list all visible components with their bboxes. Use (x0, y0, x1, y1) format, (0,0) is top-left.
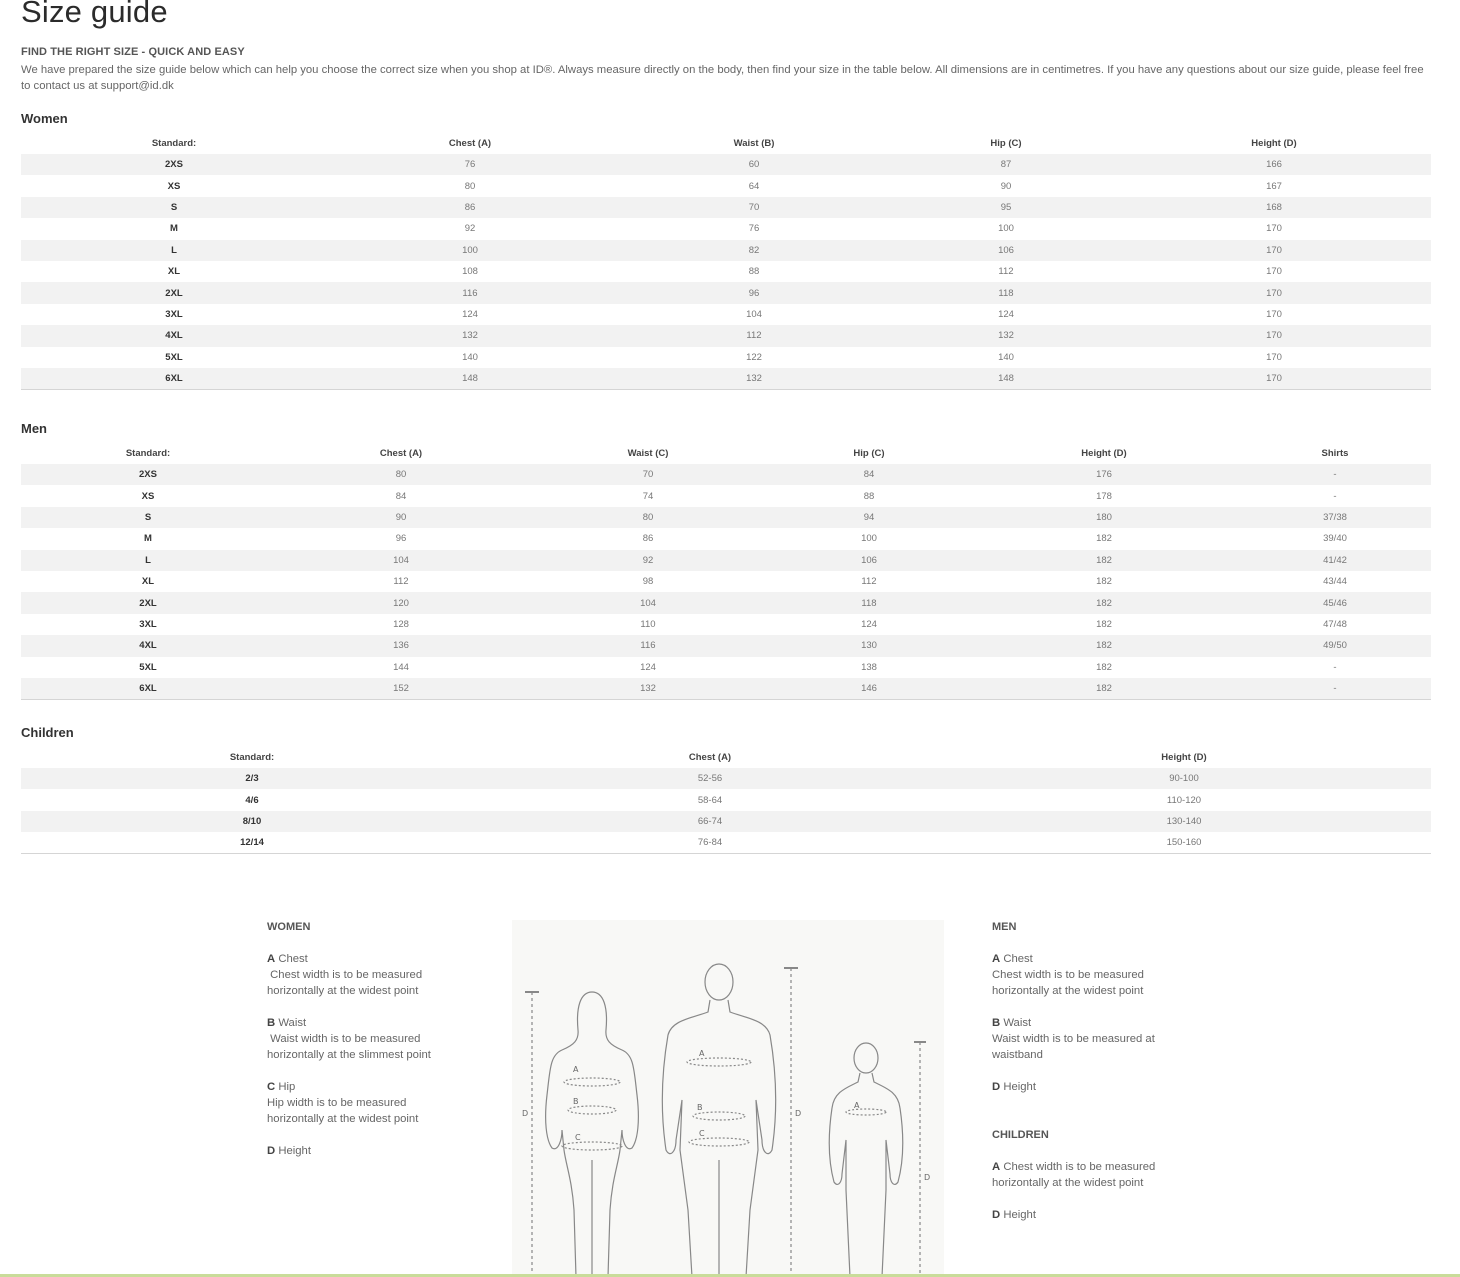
children-size-table (21, 746, 1431, 854)
intro-text: We have prepared the size guide below which can help you choose the correct size when you shop at ID®. Always measure directly on the body, then find your size in the table below. All dimensions are in centimetres. If you have any questions about our size guide, please feel free to contact us at support@id.dk (21, 64, 1424, 92)
table-cell: 130 (769, 635, 969, 656)
table-cell: 122 (746, 351, 762, 363)
measurement-name: Height (1003, 1209, 1036, 1221)
table-cell: 104 (275, 550, 527, 571)
table-cell: 47/48 (1323, 618, 1347, 630)
table-cell: 148 (327, 368, 613, 389)
table-cell: 116 (327, 282, 613, 303)
size-label-cell: S (21, 197, 327, 218)
measurement-description: Waist width is to be measured at waistband (992, 1033, 1158, 1061)
column-header: Standard: (151, 137, 197, 149)
table-row (21, 347, 1431, 368)
table-cell: 39/40 (1323, 533, 1347, 545)
table-cell: 116 (527, 635, 769, 656)
table-cell: 45/46 (1239, 592, 1431, 613)
figure-label-d: D (795, 1109, 802, 1118)
measurement-description: Chest width is to be measured horizontally at the widest point (992, 969, 1148, 997)
measurement-item (992, 1207, 1167, 1223)
table-cell: 100 (998, 223, 1014, 235)
table-cell: 176 (969, 464, 1239, 485)
size-label-cell: 12/14 (21, 832, 483, 853)
table-cell: 76 (327, 154, 613, 175)
table-cell: - (1239, 464, 1431, 485)
table-cell: 140 (462, 351, 478, 363)
size-label-cell: 6XL (21, 678, 275, 699)
table-row (21, 507, 1431, 528)
table-cell: 130-140 (937, 811, 1431, 832)
table-cell: 182 (1096, 661, 1112, 673)
measurement-description: Hip width is to be measured horizontally at the widest point (267, 1097, 419, 1125)
table-cell: 106 (895, 240, 1117, 261)
size-label-cell: 5XL (165, 351, 183, 363)
figure-label-a: A (573, 1065, 579, 1074)
table-cell: 64 (748, 180, 760, 192)
size-label-cell: 8/10 (21, 811, 483, 832)
table-row (21, 197, 1431, 218)
measurement-name: Chest (278, 953, 308, 965)
measurement-item (992, 1015, 1167, 1063)
size-label-cell: M (170, 223, 178, 235)
table-cell: 80 (464, 180, 476, 192)
measurement-description: Waist width is to be measured horizontally at the slimmest point (267, 1033, 431, 1061)
table-header-row (21, 746, 1431, 768)
table-cell: 100 (861, 533, 877, 545)
table-row (21, 175, 1431, 196)
table-cell: 124 (861, 618, 877, 630)
size-label-cell: 5XL (139, 661, 157, 673)
size-label-cell: 3XL (139, 618, 157, 630)
measurement-name: Waist (1003, 1017, 1032, 1029)
table-cell: 52-56 (483, 768, 937, 789)
column-header: Waist (C) (627, 447, 669, 459)
table-cell: 92 (464, 223, 476, 235)
table-cell: 70 (613, 197, 895, 218)
table-cell: 182 (969, 550, 1239, 571)
size-label-cell: 6XL (21, 368, 327, 389)
size-label-cell: XL (141, 576, 155, 588)
table-row (21, 528, 1431, 549)
column-header: Chest (A) (448, 137, 492, 149)
size-label-cell: 2XL (21, 592, 275, 613)
table-cell: 90 (1000, 180, 1012, 192)
figure-label-c: C (699, 1129, 705, 1138)
table-cell: 95 (895, 197, 1117, 218)
table-cell: 60 (613, 154, 895, 175)
table-cell: 124 (462, 308, 478, 320)
table-cell: 170 (1117, 368, 1431, 389)
table-cell: 90 (275, 507, 527, 528)
table-cell: 170 (1266, 351, 1282, 363)
table-row (21, 614, 1431, 635)
table-cell: 132 (527, 678, 769, 699)
measurement-item (267, 1079, 447, 1127)
table-row (21, 304, 1431, 325)
table-row (21, 768, 1431, 789)
table-cell: 182 (969, 635, 1239, 656)
table-row (21, 811, 1431, 832)
table-cell: 37/38 (1239, 507, 1431, 528)
size-label-cell: S (21, 507, 275, 528)
table-cell: 41/42 (1239, 550, 1431, 571)
table-cell: 170 (1117, 240, 1431, 261)
children-section-title: Children (21, 725, 74, 740)
column-header: Hip (C) (990, 137, 1022, 149)
table-cell: 104 (527, 592, 769, 613)
page-title: Size guide (21, 0, 168, 29)
table-cell: 166 (1117, 154, 1431, 175)
figure-label-b: B (697, 1103, 703, 1112)
column-header: Standard: (229, 751, 275, 763)
measurement-letter: D (992, 1081, 1001, 1093)
table-header-row (21, 442, 1431, 464)
table-row (21, 485, 1431, 506)
table-row (21, 464, 1431, 485)
table-cell: 180 (969, 507, 1239, 528)
table-cell: 108 (462, 266, 478, 278)
table-row (21, 261, 1431, 282)
table-row (21, 657, 1431, 678)
table-cell: 104 (746, 308, 762, 320)
table-row (21, 550, 1431, 571)
table-cell: 118 (769, 592, 969, 613)
table-cell: 136 (275, 635, 527, 656)
table-cell: 98 (642, 576, 654, 588)
men-size-table (21, 442, 1431, 700)
women-size-table (21, 132, 1431, 390)
column-header: Height (D) (1161, 751, 1207, 763)
child-figure-icon (829, 1042, 926, 1277)
measurement-item (992, 1159, 1167, 1191)
woman-figure-icon (525, 992, 638, 1277)
table-cell: 182 (969, 592, 1239, 613)
measurement-item (267, 1143, 447, 1159)
size-label-cell: L (21, 550, 275, 571)
men-measurement-guide (992, 919, 1167, 1111)
man-figure-icon (662, 964, 798, 1277)
table-cell: 152 (275, 678, 527, 699)
column-header: Height (D) (1081, 447, 1127, 459)
table-row (21, 218, 1431, 239)
table-row (21, 240, 1431, 261)
figure-label-c: C (575, 1133, 581, 1142)
table-cell: 86 (642, 533, 654, 545)
size-label-cell: 4XL (21, 635, 275, 656)
size-label-cell: M (144, 533, 152, 545)
table-cell: 87 (895, 154, 1117, 175)
table-cell: 138 (861, 661, 877, 673)
column-header: Chest (A) (688, 751, 732, 763)
table-cell: 170 (1117, 282, 1431, 303)
column-header: Shirts (1321, 447, 1349, 459)
table-cell: 148 (895, 368, 1117, 389)
table-row (21, 282, 1431, 303)
measurement-name: Waist (278, 1017, 307, 1029)
men-section-title: Men (21, 421, 47, 436)
measurement-name: Chest width is to be measured horizontally at the widest point (992, 1161, 1156, 1189)
size-label-cell: XS (167, 180, 181, 192)
table-cell: 144 (393, 661, 409, 673)
table-row (21, 571, 1431, 592)
column-header: Height (D) (1251, 137, 1297, 149)
size-label-cell: 4/6 (245, 794, 259, 806)
table-cell: 132 (895, 325, 1117, 346)
size-label-cell: 2/3 (21, 768, 483, 789)
table-cell: 80 (527, 507, 769, 528)
table-cell: 167 (1266, 180, 1282, 192)
table-cell: 88 (748, 266, 760, 278)
table-cell: 132 (613, 368, 895, 389)
size-label-cell: XL (167, 266, 181, 278)
table-row (21, 368, 1431, 389)
measurement-letter: A (992, 1161, 1001, 1173)
measurement-letter: C (267, 1081, 276, 1093)
figure-label-a: A (699, 1049, 705, 1058)
table-cell: 146 (769, 678, 969, 699)
table-row (21, 678, 1431, 699)
table-cell: 112 (613, 325, 895, 346)
size-label-cell: 4XL (21, 325, 327, 346)
measurement-name: Height (278, 1145, 311, 1157)
table-cell: 74 (642, 490, 654, 502)
table-cell: 88 (863, 490, 875, 502)
table-cell: 110-120 (1166, 794, 1202, 806)
table-cell: 182 (969, 678, 1239, 699)
measurement-item (267, 1015, 447, 1063)
table-cell: 43/44 (1323, 576, 1347, 588)
women-measure-heading: WOMEN (267, 921, 311, 933)
table-cell: 100 (327, 240, 613, 261)
size-label-cell: L (21, 240, 327, 261)
table-cell: 106 (769, 550, 969, 571)
size-label-cell: XS (141, 490, 155, 502)
table-row (21, 154, 1431, 175)
table-cell: 80 (275, 464, 527, 485)
table-cell: 128 (393, 618, 409, 630)
column-header: Hip (C) (853, 447, 885, 459)
table-cell: 150-160 (937, 832, 1431, 853)
measurement-letter: A (992, 953, 1001, 965)
table-cell: 76-84 (483, 832, 937, 853)
column-header: Waist (B) (733, 137, 775, 149)
men-measure-heading: MEN (992, 921, 1017, 933)
table-cell: 140 (998, 351, 1014, 363)
measurement-name: Chest (1003, 953, 1033, 965)
children-measurement-guide (992, 1127, 1167, 1239)
table-cell: 70 (527, 464, 769, 485)
size-label-cell: 3XL (165, 308, 183, 320)
intro-heading: FIND THE RIGHT SIZE - QUICK AND EASY (21, 46, 245, 58)
measurement-item (267, 951, 447, 999)
table-cell: 58-64 (697, 794, 723, 806)
table-cell: 96 (395, 533, 407, 545)
table-cell: 76 (748, 223, 760, 235)
measurement-letter: B (267, 1017, 276, 1029)
table-cell: 182 (1096, 618, 1112, 630)
figure-label-b: B (573, 1097, 579, 1106)
table-cell: 182 (1096, 576, 1112, 588)
measurement-letter: D (267, 1145, 276, 1157)
table-row (21, 789, 1431, 810)
table-row (21, 592, 1431, 613)
table-cell: 118 (895, 282, 1117, 303)
table-cell: 120 (275, 592, 527, 613)
table-cell: 90-100 (937, 768, 1431, 789)
table-cell: 170 (1266, 223, 1282, 235)
table-cell: 84 (769, 464, 969, 485)
women-measurement-guide (267, 919, 447, 1175)
table-cell: 49/50 (1239, 635, 1431, 656)
measurement-letter: A (267, 953, 276, 965)
measurement-letter: D (992, 1209, 1001, 1221)
table-cell: 96 (613, 282, 895, 303)
size-label-cell: 2XS (21, 154, 327, 175)
table-cell: 92 (527, 550, 769, 571)
table-cell: 170 (1117, 325, 1431, 346)
table-cell: - (1333, 490, 1337, 502)
table-cell: 124 (998, 308, 1014, 320)
column-header: Chest (A) (379, 447, 423, 459)
table-cell: - (1239, 678, 1431, 699)
body-measurement-illustration (512, 920, 944, 1277)
children-measure-heading: CHILDREN (992, 1129, 1049, 1141)
measurement-item (992, 951, 1167, 999)
table-cell: 168 (1117, 197, 1431, 218)
table-cell: 170 (1266, 266, 1282, 278)
table-cell: 170 (1266, 308, 1282, 320)
column-header: Standard: (125, 447, 171, 459)
table-cell: 86 (327, 197, 613, 218)
measurement-name: Height (1003, 1081, 1036, 1093)
size-label-cell: 2XL (21, 282, 327, 303)
figure-label-a: A (854, 1101, 860, 1110)
table-cell: 66-74 (483, 811, 937, 832)
body-figures-svg (512, 920, 944, 1277)
table-cell: 112 (393, 576, 409, 588)
table-cell: 84 (395, 490, 407, 502)
table-cell: 132 (327, 325, 613, 346)
size-label-cell: 2XS (21, 464, 275, 485)
women-section-title: Women (21, 111, 68, 126)
table-header-row (21, 132, 1431, 154)
table-cell: 182 (1096, 533, 1112, 545)
table-cell: 112 (998, 266, 1014, 278)
measurement-name: Hip (278, 1081, 296, 1093)
table-cell: 112 (861, 576, 877, 588)
table-row (21, 635, 1431, 656)
measurement-letter: B (992, 1017, 1001, 1029)
table-cell: 124 (640, 661, 656, 673)
table-cell: 82 (613, 240, 895, 261)
table-row (21, 832, 1431, 853)
table-cell: - (1333, 661, 1337, 673)
table-row (21, 325, 1431, 346)
table-cell: 94 (769, 507, 969, 528)
figure-label-d: D (522, 1109, 529, 1118)
figure-label-d: D (924, 1173, 931, 1182)
table-cell: 110 (640, 618, 656, 630)
table-cell: 178 (1096, 490, 1112, 502)
measurement-item (992, 1079, 1167, 1095)
measurement-description: Chest width is to be measured horizontally at the widest point (267, 969, 426, 997)
